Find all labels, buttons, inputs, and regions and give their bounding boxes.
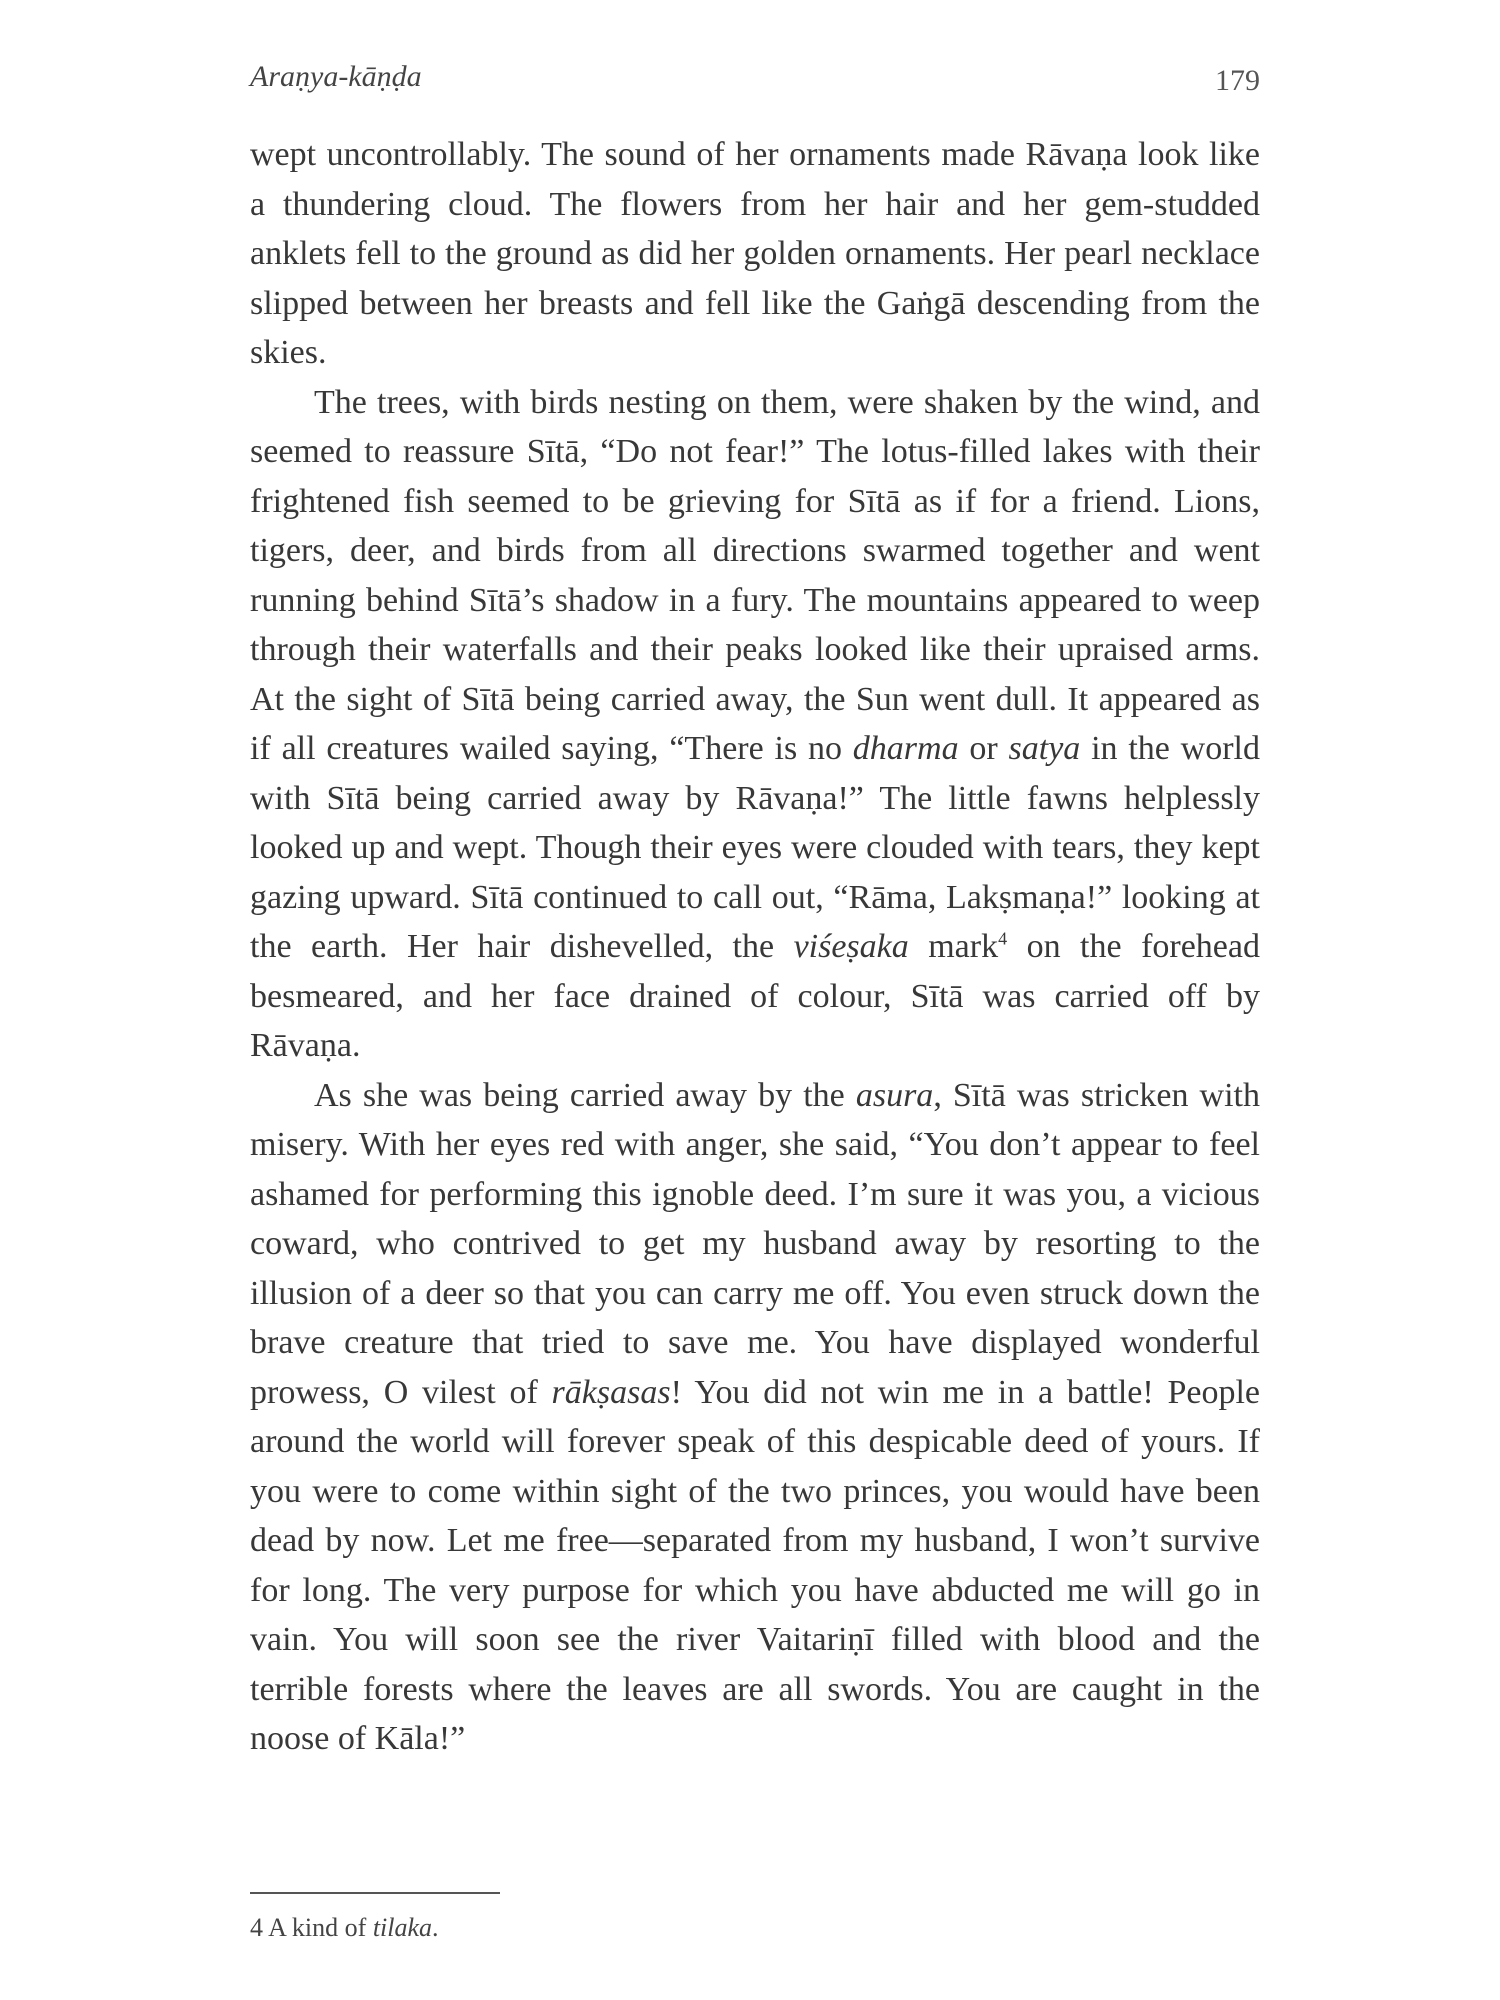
paragraph-1: wept uncontrollably. The sound of her ornaments made Rāvaṇa look like a thundering cloud. The flowers from her hair and her gem-studded anklets fell to the ground as did her golden ornaments. Her pearl necklace slipped between her breasts and fell like the Gaṅgā descending from the skies. (250, 136, 1260, 371)
footnote-number: 4 (250, 1913, 263, 1942)
paragraph-2-text-b: or (958, 730, 1009, 767)
footnote-term: tilaka (372, 1913, 433, 1942)
paragraph-3-text-a: As she was being carried away by the (314, 1076, 856, 1114)
paragraph-2-text-e: on the forehead besmeared, and her face drained of colour, Sītā was carried off by Rāvaṇa. (250, 928, 1260, 1064)
footnote-reference: 4 (998, 928, 1008, 949)
paragraph-2-text-a: The trees, with birds nesting on them, were shaken by the wind, and seemed to reassure Sītā, “Do not fear!” The lotus-filled lakes with their frightened fish seemed to be grieving for Sītā as if for a friend. Lions, tigers, deer, and birds from all directions swarmed together and went running behind Sītā’s shadow in a fury. The mountains appeared to weep through their waterfalls and their peaks looked like their upraised arms. At the sight of Sītā being carried away, the Sun went dull. It appeared as if all creatures wailed saying, “There is no (250, 383, 1260, 767)
paragraph-2 (250, 378, 1260, 1071)
footnote (250, 1913, 439, 1943)
section-title: Araṇya-kāṇḍa (250, 60, 422, 93)
paragraph-3-text-b: , Sītā was stricken with misery. With her eyes red with anger, she said, “You don’t appear to feel ashamed for performing this ignoble deed. I’m sure it was you, a vicious coward, who contrived to get my husband away by resorting to the illusion of a deer so that you can carry me off. You even struck down the brave creature that tried to save me. You have displayed wonderful prowess, O vilest of (250, 1076, 1260, 1411)
body-text (250, 130, 1260, 1764)
term-raksasas: rākṣasas (551, 1373, 671, 1411)
paragraph-2-text-d: mark (908, 928, 999, 965)
footnote-divider (250, 1892, 500, 1894)
running-head (250, 60, 1260, 110)
footnote-end: . (432, 1913, 439, 1942)
paragraph-2-text-c: in the world with Sītā being carried away by Rāvaṇa!” The little fawns helplessly looked up and wept. Though their eyes were clouded with tears, they kept gazing upward. Sītā continued to call out, “Rāma, Lakṣmaṇa!” looking at the earth. Her hair dishevelled, the (250, 730, 1261, 965)
term-satya: satya (1008, 730, 1081, 767)
paragraph-3-text-c: ! You did not win me in a battle! People around the world will forever speak of this despicable deed of yours. If you were to come within sight of the two princes, you would have been dead by now. Let me free—separated from my husband, I won’t survive for long. The very purpose for which you have abducted me will go in vain. You will soon see the river Vaitariṇī filled with blood and the terrible forests where the leaves are all swords. You are caught in the noose of Kāla!” (250, 1373, 1260, 1757)
term-asura: asura (855, 1076, 934, 1114)
paragraph-3 (250, 1071, 1260, 1764)
page-number: 179 (1215, 64, 1260, 97)
footnote-text: A kind of (268, 1913, 373, 1942)
term-visesaka: viśeṣaka (793, 928, 909, 965)
term-dharma: dharma (852, 730, 959, 767)
